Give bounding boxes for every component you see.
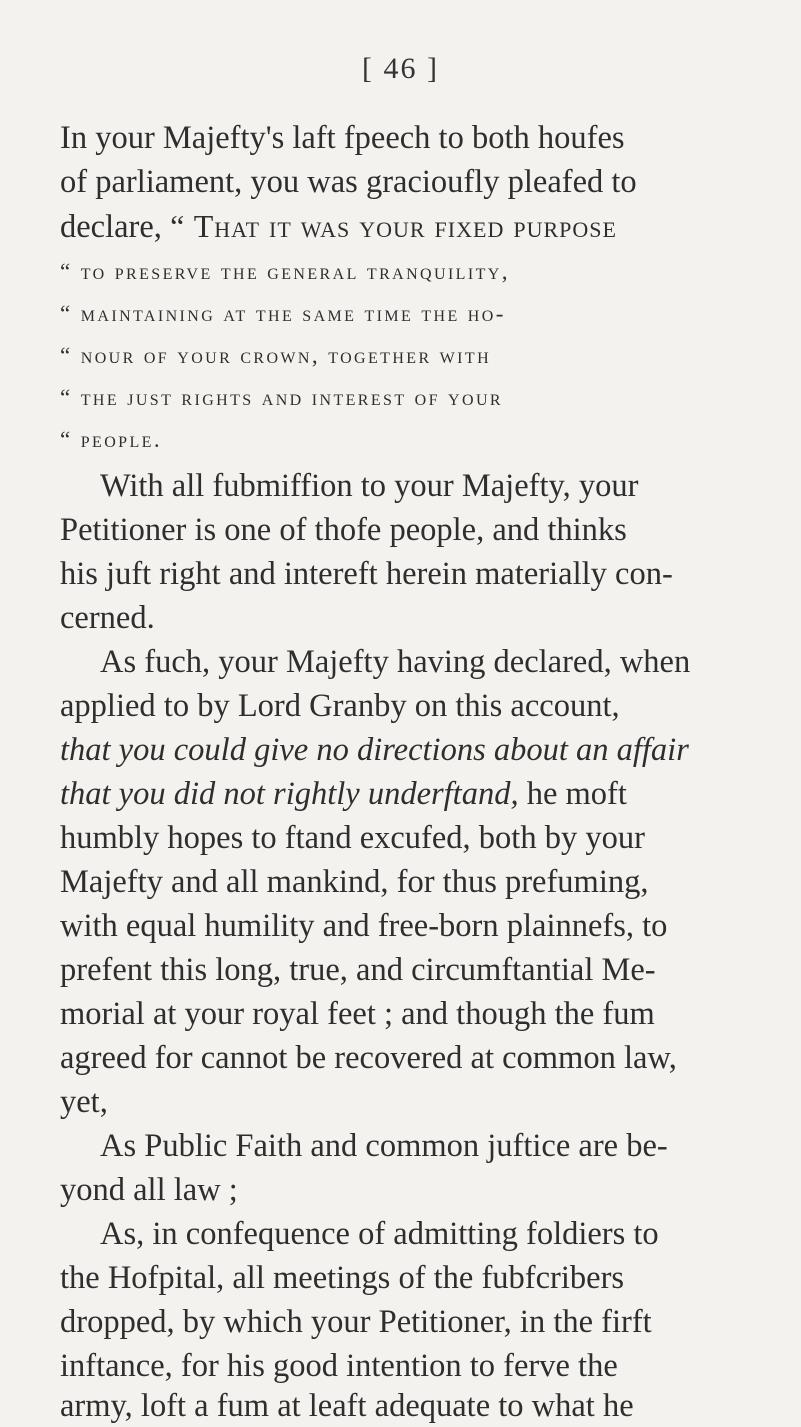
quote-line-4: “ nour of your crown, together with xyxy=(60,343,492,368)
text-line-morial: morial at your royal feet ; and though the fum xyxy=(60,996,655,1032)
text-line-italic-2 xyxy=(60,772,801,816)
text-line-cerned: cerned. xyxy=(60,600,155,636)
quote-line-3: “ maintaining at the same time the ho- xyxy=(60,301,506,326)
text-line-3 xyxy=(60,204,801,249)
text-line-prefent: prefent this long, true, and circumftantial Me- xyxy=(60,952,656,988)
text-line-yet: yet, xyxy=(60,1084,108,1120)
text-line-dropped: dropped, by which your Petitioner, in the firft xyxy=(60,1304,652,1340)
declare-text: declare, xyxy=(60,209,162,245)
text-line-1: In your Majefty's laft fpeech to both houfes xyxy=(60,120,625,156)
quote-line-5: “ the just rights and interest of your xyxy=(60,385,503,410)
text-line-equal: with equal humility and free-born plainnefs, to xyxy=(60,908,668,944)
text-line-hofpital: the Hofpital, all meetings of the fubfcribers xyxy=(60,1260,625,1296)
text-line-yond: yond all law ; xyxy=(60,1172,238,1208)
text-line-2: of parliament, you was gracioufly pleafed to xyxy=(60,164,637,200)
text-line-majefty: Majefty and all mankind, for thus prefuming, xyxy=(60,864,649,900)
text-line-as-such: As fuch, your Majefty having declared, when xyxy=(100,644,691,680)
text-line-inftance: inftance, for his good intention to ferve the xyxy=(60,1348,618,1384)
text-line-as-in: As, in confequence of admitting foldiers to xyxy=(100,1216,659,1252)
text-line-petitioner: Petitioner is one of thofe people, and thinks xyxy=(60,512,627,548)
italic-underftand: that you did not rightly underftand, xyxy=(60,776,519,812)
text-line-with-all: With all fubmiffion to your Majefty, your xyxy=(100,468,639,504)
text-line-agreed: agreed for cannot be recovered at common law, xyxy=(60,1040,677,1076)
text-line-army: army, loft a fum at leaft adequate to what he xyxy=(60,1388,634,1424)
text-line-humbly: humbly hopes to ftand excufed, both by your xyxy=(60,820,645,856)
quote-line-2: “ to preserve the general tranquility, xyxy=(60,259,510,284)
text-line-just-right: his juft right and intereft herein materially con- xyxy=(60,556,673,592)
text-line-applied: applied to by Lord Granby on this account, xyxy=(60,688,620,724)
page-number: [ 46 ] xyxy=(362,52,439,85)
text-line-italic-1: that you could give no directions about an affair xyxy=(60,732,689,768)
text-line-public-faith: As Public Faith and common juftice are be- xyxy=(100,1128,668,1164)
he-moft: he moft xyxy=(526,776,627,812)
quote-line-6: “ people. xyxy=(60,427,162,452)
quote-that-line: “ That it was your fixed purpose xyxy=(170,208,617,244)
